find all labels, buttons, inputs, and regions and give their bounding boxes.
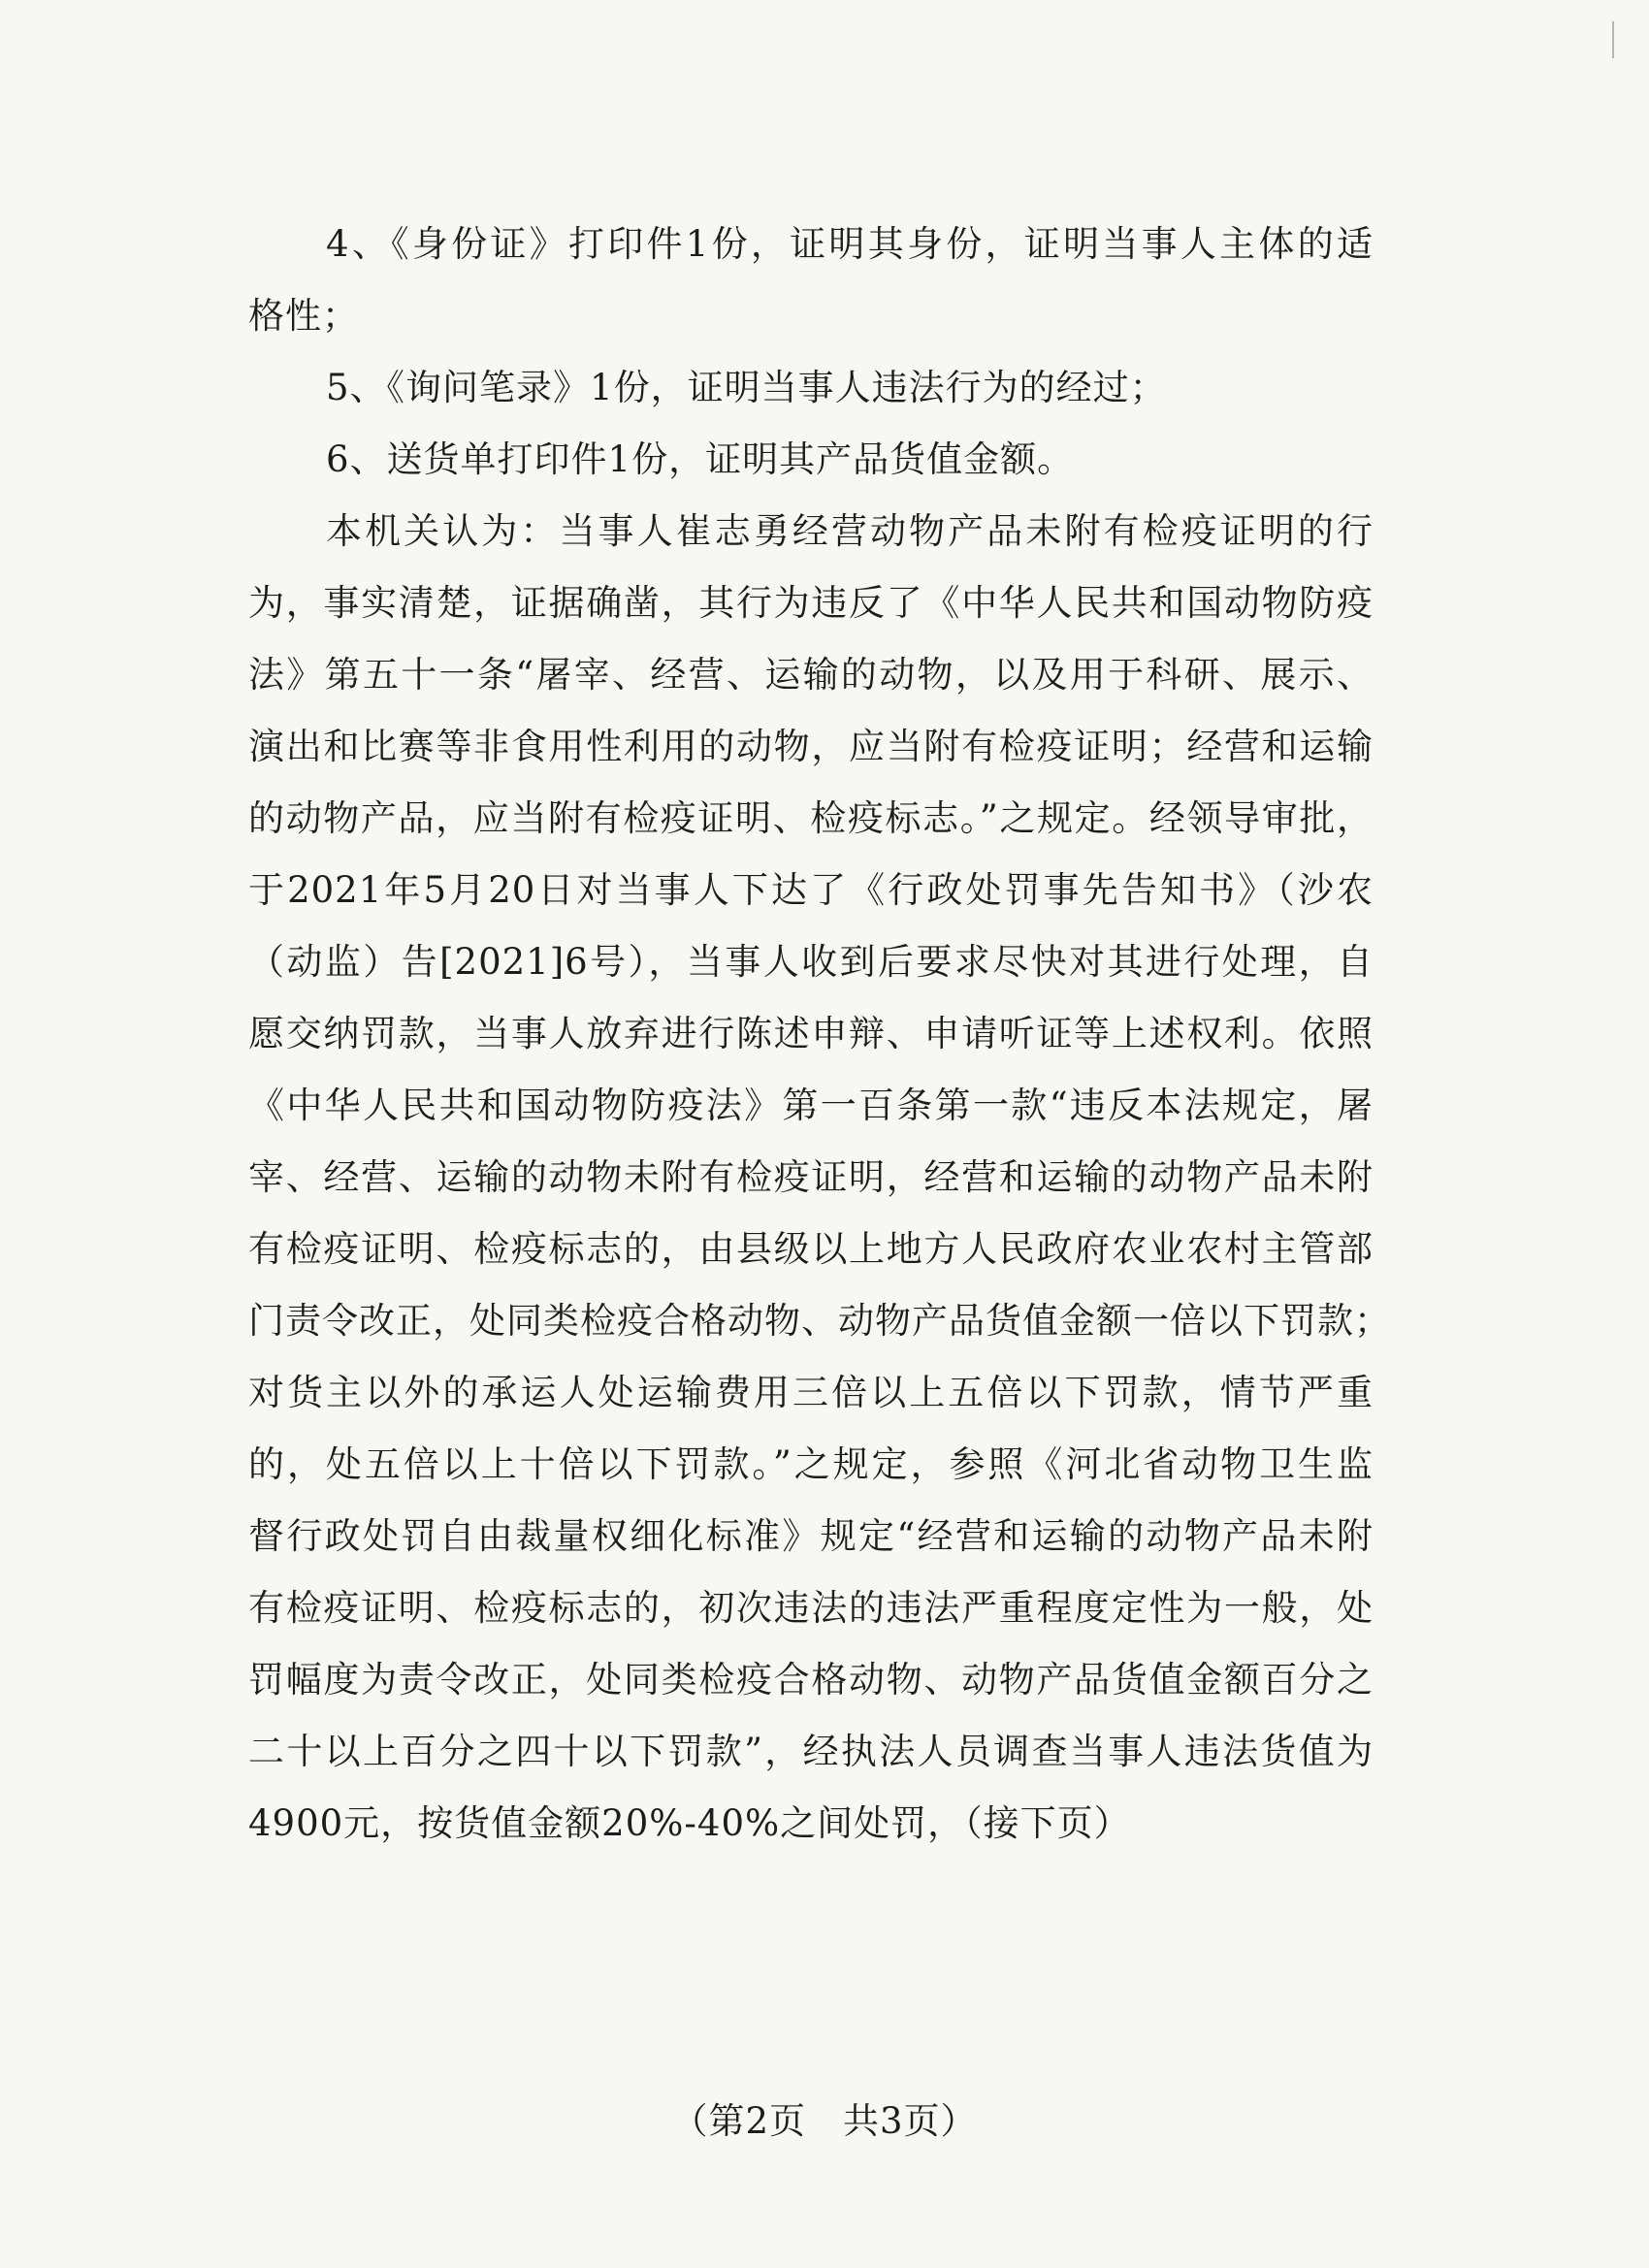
ruling-paragraph-line-9: 《中华人民共和国动物防疫法》第一百条第一款“违反本法规定，屠 — [248, 1085, 1374, 1126]
scan-edge-mark — [1612, 21, 1614, 58]
ruling-paragraph-line-1: 本机关认为：当事人崔志勇经营动物产品未附有检疫证明的行 — [326, 510, 1374, 552]
ruling-paragraph-line-10: 宰、经营、运输的动物未附有检疫证明，经营和运输的动物产品未附 — [248, 1156, 1374, 1198]
ruling-paragraph-line-16: 有检疫证明、检疫标志的，初次违法的违法严重程度定性为一般，处 — [248, 1587, 1374, 1629]
ruling-paragraph-line-19: 4900元，按货值金额20%-40%之间处罚，（接下页） — [248, 1802, 1131, 1844]
evidence-item-4-line-1: 4、《身份证》打印件1份，证明其身份，证明当事人主体的适 — [326, 223, 1374, 265]
ruling-paragraph-line-7: （动监）告[2021]6号），当事人收到后要求尽快对其进行处理，自 — [248, 941, 1374, 983]
evidence-item-5: 5、《询问笔录》1份，证明当事人违法行为的经过； — [326, 367, 1167, 408]
ruling-paragraph-line-8: 愿交纳罚款，当事人放弃进行陈述申辩、申请听证等上述权利。依照 — [248, 1013, 1374, 1054]
ruling-paragraph-line-12: 门责令改正，处同类检疫合格动物、动物产品货值金额一倍以下罚款； — [248, 1300, 1391, 1342]
ruling-paragraph-line-14: 的，处五倍以上十倍以下罚款。”之规定，参照《河北省动物卫生监 — [248, 1443, 1374, 1485]
ruling-paragraph-line-17: 罚幅度为责令改正，处同类检疫合格动物、动物产品货值金额百分之 — [248, 1659, 1374, 1701]
ruling-paragraph-line-15: 督行政处罚自由裁量权细化标准》规定“经营和运输的动物产品未附 — [248, 1515, 1374, 1557]
ruling-paragraph-line-18: 二十以上百分之四十以下罚款”，经执法人员调查当事人违法货值为 — [248, 1731, 1374, 1772]
ruling-paragraph-line-11: 有检疫证明、检疫标志的，由县级以上地方人民政府农业农村主管部 — [248, 1228, 1374, 1270]
document-body — [248, 209, 1391, 1860]
ruling-paragraph-line-3: 法》第五十一条“屠宰、经营、运输的动物，以及用于科研、展示、 — [248, 654, 1374, 696]
ruling-paragraph-line-2: 为，事实清楚，证据确凿，其行为违反了《中华人民共和国动物防疫 — [248, 582, 1374, 624]
page-number-footer: （第2页 共3页） — [671, 2100, 978, 2142]
evidence-item-4-line-2: 格性； — [248, 295, 359, 337]
ruling-paragraph-line-5: 的动物产品，应当附有检疫证明、检疫标志。”之规定。经领导审批， — [248, 797, 1374, 839]
evidence-item-6: 6、送货单打印件1份，证明其产品货值金额。 — [326, 438, 1075, 480]
ruling-paragraph-line-6: 于2021年5月20日对当事人下达了《行政处罚事先告知书》（沙农 — [248, 869, 1374, 911]
ruling-paragraph-line-4: 演出和比赛等非食用性利用的动物，应当附有检疫证明；经营和运输 — [248, 726, 1374, 767]
ruling-paragraph-line-13: 对货主以外的承运人处运输费用三倍以上五倍以下罚款，情节严重 — [248, 1372, 1374, 1413]
